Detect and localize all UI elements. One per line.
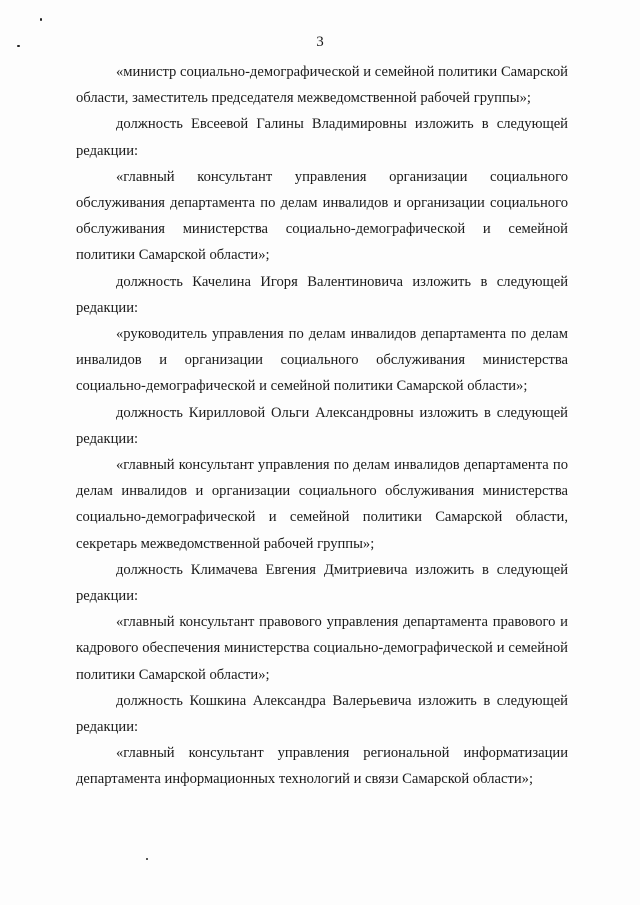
paragraph: должность Кирилловой Ольги Александровны изложить в следующей редакции: xyxy=(76,404,568,447)
paragraph: должность Кошкина Александра Валерьевича изложить в следующей редакции: xyxy=(76,692,568,736)
paragraph: «министр социально-демографической и семейной политики Самарской области, заместитель председателя межведомственной рабочей группы»; xyxy=(76,64,568,107)
page-number: 3 xyxy=(316,34,324,50)
scan-speck xyxy=(146,858,148,860)
paragraph: «руководитель управления по делам инвалидов департамента по делам инвалидов и организации социального обслуживания министерства социально-демографической и семейной политики Самарской области»; xyxy=(76,326,568,395)
paragraph: «главный консультант правового управления департамента правового и кадрового обеспечения министерства социально-демографической и семейной политики Самарской области»; xyxy=(76,614,568,683)
paragraph: «главный консультант управления региональной информатизации департамента информационных технологий и связи Самарской области»; xyxy=(76,745,568,788)
document-body xyxy=(76,59,568,793)
paragraph: «главный консультант управления по делам инвалидов департамента по делам инвалидов и организации социального обслуживания министерства социально-демографической и семейной политики Самарской области, секретарь межведомственной рабочей группы»; xyxy=(76,457,568,552)
scan-speck xyxy=(40,18,42,21)
paragraph: «главный консультант управления организации социального обслуживания департамента по делам инвалидов и организации социального обслуживания министерства социально-демографической и семейной политики Самарской области»; xyxy=(76,168,568,264)
paragraph: должность Климачева Евгения Дмитриевича изложить в следующей редакции: xyxy=(76,561,568,605)
paragraph: должность Евсеевой Галины Владимировны изложить в следующей редакции: xyxy=(76,116,568,159)
paragraph: должность Качелина Игоря Валентиновича изложить в следующей редакции: xyxy=(76,273,568,316)
